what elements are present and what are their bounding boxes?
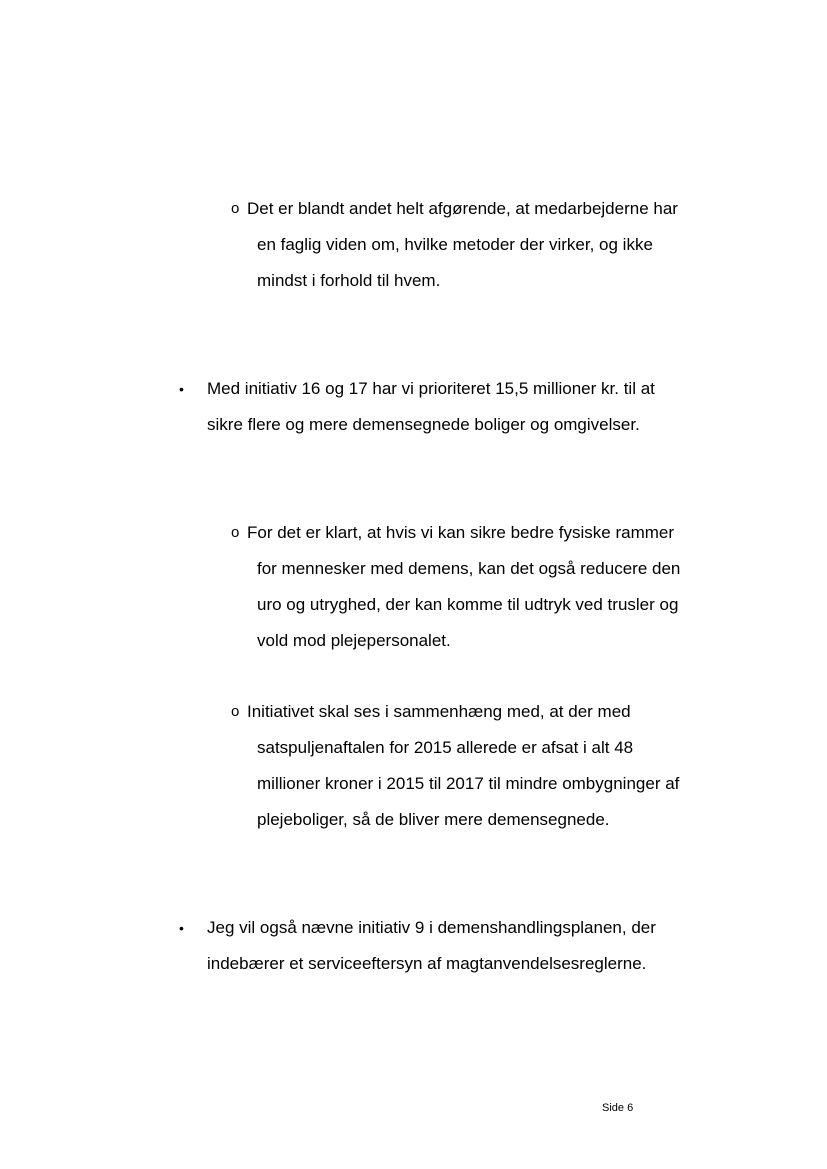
sub-bullet-item [231,191,687,299]
bullet-dot-icon: • [179,920,184,936]
sub-bullet-item [231,515,687,659]
bullet-dot-icon: • [179,381,184,397]
page-number: Side 6 [602,1102,634,1114]
bullet-item [179,910,677,982]
bullet-text: Med initiativ 16 og 17 har vi prioriteret 15,5 millioner kr. til at sikre flere og mere demensegnede boliger og omgivelser. [207,379,655,434]
hollow-circle-bullet-icon: o [231,200,240,217]
sub-bullet-text: Det er blandt andet helt afgørende, at medarbejderne har en faglig viden om, hvilke metoder der virker, og ikke mindst i forhold til hvem. [247,199,678,290]
bullet-text: Jeg vil også nævne initiativ 9 i demenshandlingsplanen, der indebærer et serviceeftersyn af magtanvendelsesreglerne. [207,918,656,973]
sub-bullet-text: Initiativet skal ses i sammenhæng med, at der med satspuljenaftalen for 2015 allerede er afsat i alt 48 millioner kroner i 2015 til 2017 til mindre ombygninger af plejeboliger, så de bliver mere demensegnede. [247,702,680,829]
sub-bullet-text: For det er klart, at hvis vi kan sikre bedre fysiske rammer for mennesker med demens, kan det også reducere den uro og utryghed, der kan komme til udtryk ved trusler og vold mod plejepersonalet. [247,523,681,650]
bullet-item [179,371,677,443]
hollow-circle-bullet-icon: o [231,703,240,720]
sub-bullet-item [231,694,687,838]
hollow-circle-bullet-icon: o [231,524,240,541]
